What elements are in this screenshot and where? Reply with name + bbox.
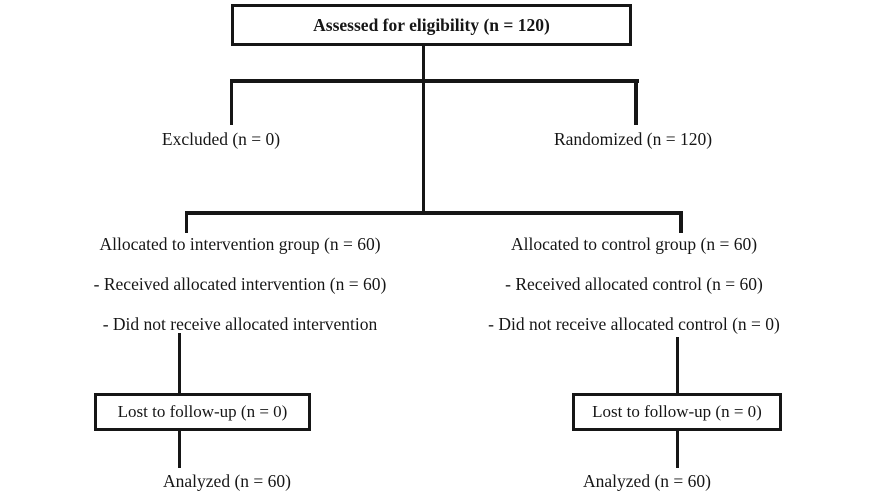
intervention-followup-connector-top	[178, 333, 181, 395]
control-followup-connector-bottom	[676, 431, 679, 468]
intervention-followup-connector-bottom	[178, 431, 181, 468]
control-drop-tick	[679, 211, 683, 233]
allocation-branch-line	[185, 211, 683, 215]
control-followup-box-label: Lost to follow-up (n = 0)	[592, 402, 762, 421]
control-followup-connector-top	[676, 337, 679, 395]
randomized-label: Randomized (n = 120)	[553, 129, 713, 149]
intervention-analyzed-label: Analyzed (n = 60)	[163, 471, 291, 491]
control-analyzed-label: Analyzed (n = 60)	[583, 471, 711, 491]
control-received-text: - Received allocated control (n = 60)	[505, 274, 763, 294]
randomization-branch-line	[230, 79, 639, 83]
excluded-label: Excluded (n = 0)	[161, 129, 281, 149]
intervention-not-received-text: - Did not receive allocated intervention	[102, 314, 378, 334]
control-allocation-text: Allocated to control group (n = 60)	[510, 234, 758, 254]
intervention-received-text: - Received allocated intervention (n = 60)	[93, 274, 387, 294]
intervention-followup-box	[94, 393, 311, 431]
eligibility-box-label: Assessed for eligibility (n = 120)	[313, 14, 550, 35]
intervention-followup-box-label: Lost to follow-up (n = 0)	[117, 402, 288, 421]
randomized-drop-line	[634, 79, 638, 125]
control-not-received-text: - Did not receive allocated control (n = 0)	[488, 314, 780, 334]
control-followup-box	[572, 393, 782, 431]
intervention-drop-tick	[185, 211, 188, 233]
intervention-allocation-text: Allocated to intervention group (n = 60)	[99, 234, 381, 254]
excluded-drop-line	[230, 79, 233, 125]
center-connector-line	[422, 46, 425, 213]
eligibility-box	[231, 4, 632, 46]
